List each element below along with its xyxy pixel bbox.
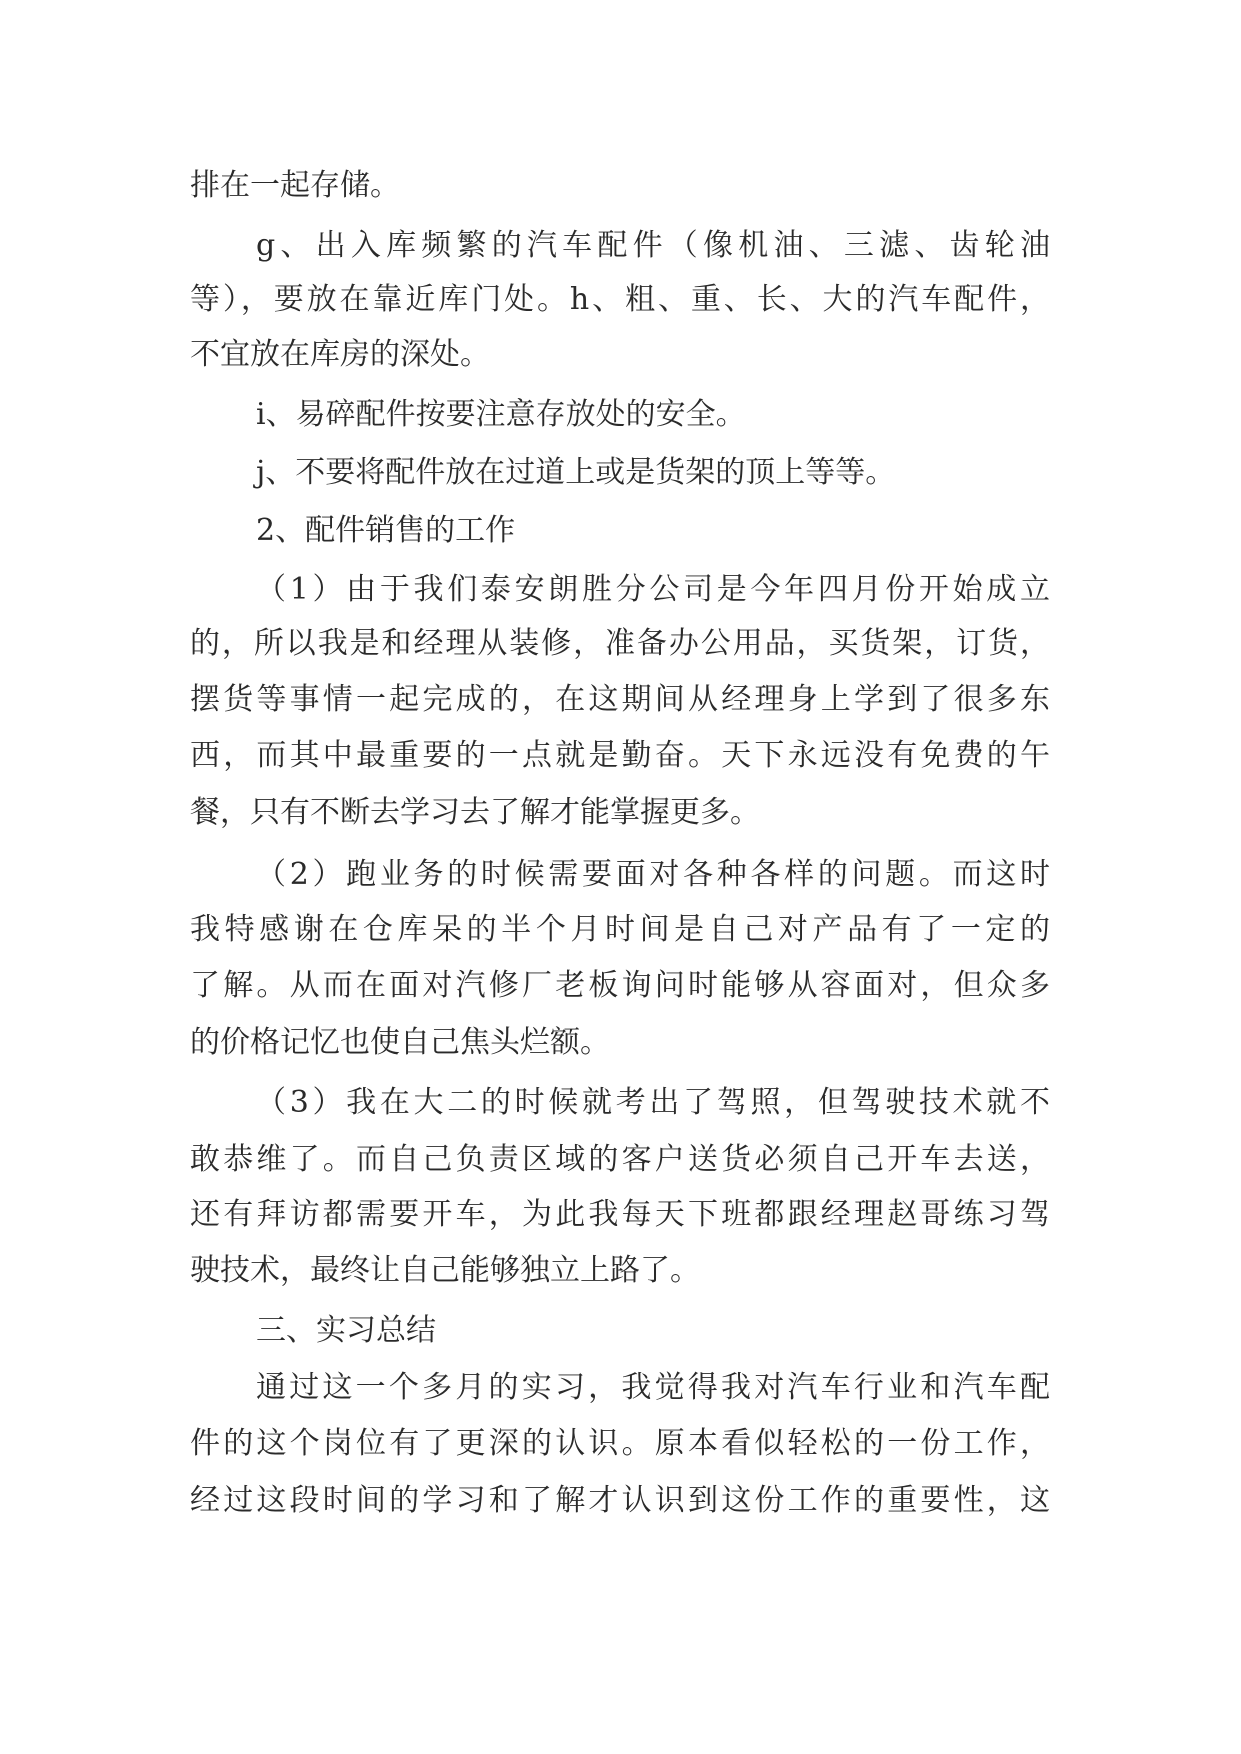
text-line: （2）跑业务的时候需要面对各种各样的问题。而这时 [256,857,1050,892]
text-line: g、出入库频繁的汽车配件（像机油、三滤、齿轮油 [256,228,1050,263]
text-line: 的，所以我是和经理从装修，准备办公用品，买货架，订货， [190,626,1050,661]
section-heading: 2、配件销售的工作 [256,513,516,548]
text-line: 敢恭维了。而自己负责区域的客户送货必须自己开车去送， [190,1142,1050,1177]
text-line: 排在一起存储。 [190,168,400,203]
text-line: 了解。从而在面对汽修厂老板询问时能够从容面对，但众多 [190,968,1050,1003]
text-line: 餐，只有不断去学习去了解才能掌握更多。 [190,795,760,830]
section-heading: 三、实习总结 [256,1313,436,1348]
text-line: 西，而其中最重要的一点就是勤奋。天下永远没有免费的午 [190,738,1050,773]
text-line: 驶技术，最终让自己能够独立上路了。 [190,1253,700,1288]
text-line: （1）由于我们泰安朗胜分公司是今年四月份开始成立 [256,572,1050,607]
text-line: 的价格记忆也使自己焦头烂额。 [190,1025,610,1060]
text-line: 还有拜访都需要开车，为此我每天下班都跟经理赵哥练习驾 [190,1197,1050,1232]
text-line: 等），要放在靠近库门处。h、粗、重、长、大的汽车配件， [190,282,1050,317]
text-line: i、易碎配件按要注意存放处的安全。 [256,397,746,432]
text-line: 我特感谢在仓库呆的半个月时间是自己对产品有了一定的 [190,912,1050,947]
text-line: 不宜放在库房的深处。 [190,337,490,372]
text-line: 经过这段时间的学习和了解才认识到这份工作的重要性，这 [190,1483,1050,1518]
text-line: 件的这个岗位有了更深的认识。原本看似轻松的一份工作， [190,1426,1050,1461]
text-line: 摆货等事情一起完成的，在这期间从经理身上学到了很多东 [190,682,1050,717]
text-line: 通过这一个多月的实习，我觉得我对汽车行业和汽车配 [256,1370,1050,1405]
text-line: （3）我在大二的时候就考出了驾照，但驾驶技术就不 [256,1085,1050,1120]
text-line: j、不要将配件放在过道上或是货架的顶上等等。 [256,455,896,490]
